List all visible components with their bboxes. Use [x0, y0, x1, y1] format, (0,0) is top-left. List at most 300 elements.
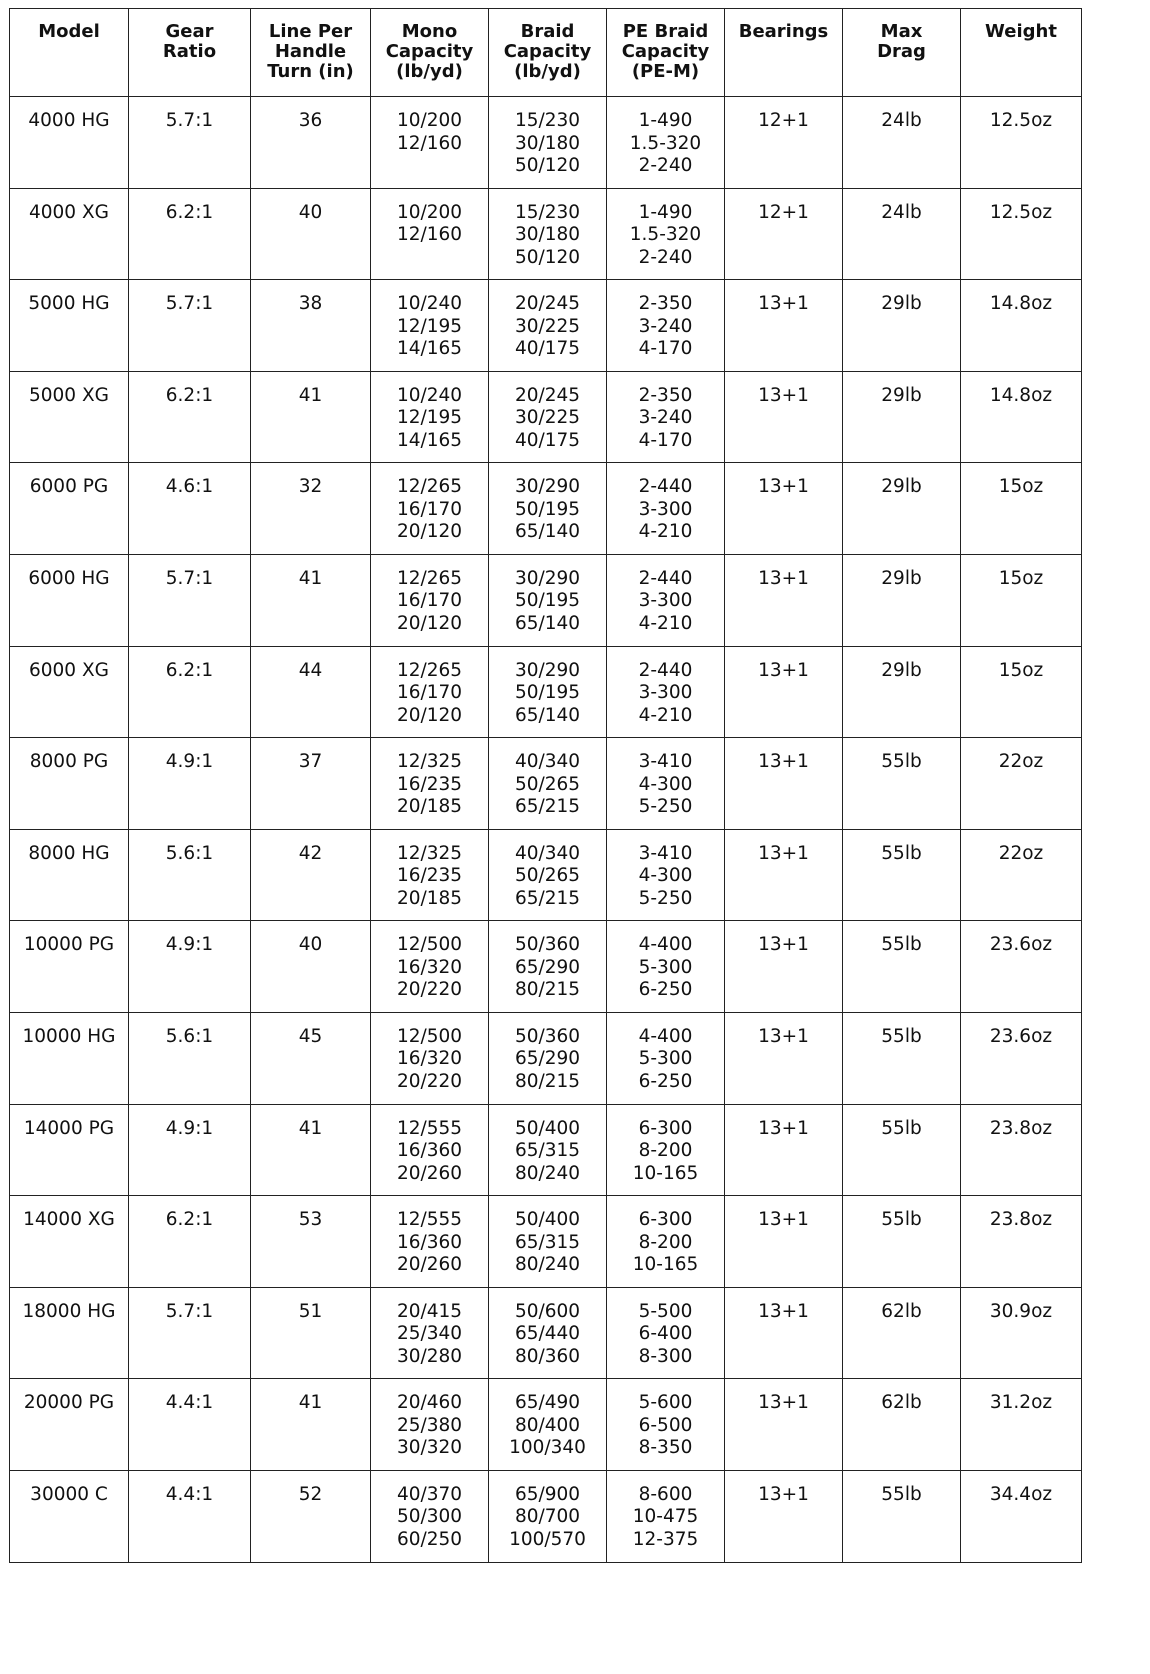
cell-line: 4-210 — [638, 612, 693, 634]
cell-weight: 22oz — [961, 829, 1082, 921]
table-row — [10, 371, 1082, 463]
column-header-line: Bearings — [738, 21, 829, 42]
cell-mono — [371, 738, 489, 830]
cell-line: 38 — [251, 280, 371, 372]
cell-model: 14000 PG — [10, 1104, 129, 1196]
cell-mono — [371, 371, 489, 463]
cell-model: 8000 HG — [10, 829, 129, 921]
cell-line: 3-240 — [638, 407, 693, 429]
cell-line: 4-170 — [638, 429, 693, 451]
cell-line: 65/900 — [514, 1483, 581, 1505]
cell-gear: 5.7:1 — [129, 280, 251, 372]
cell-line: 12/500 — [396, 1025, 463, 1047]
cell-line: 12/555 — [396, 1209, 463, 1231]
cell-line: 20/120 — [396, 704, 463, 726]
cell-model: 6000 PG — [10, 463, 129, 555]
cell-line: 30/225 — [514, 315, 581, 337]
cell-pe — [607, 463, 725, 555]
cell-line: 80/240 — [514, 1254, 581, 1276]
cell-mono — [371, 188, 489, 280]
cell-mono — [371, 646, 489, 738]
table-row — [10, 1287, 1082, 1379]
cell-bearings: 13+1 — [725, 1196, 843, 1288]
cell-line: 50/265 — [514, 865, 581, 887]
cell-mono — [371, 1104, 489, 1196]
cell-line: 42 — [251, 829, 371, 921]
cell-drag: 29lb — [843, 371, 961, 463]
cell-line: 2-440 — [638, 567, 693, 589]
cell-pe — [607, 1196, 725, 1288]
cell-braid — [489, 371, 607, 463]
cell-line: 14/165 — [396, 429, 463, 451]
cell-line: 41 — [251, 1379, 371, 1471]
cell-braid — [489, 1287, 607, 1379]
cell-line: 12/265 — [396, 659, 463, 681]
cell-line: 10/200 — [396, 201, 463, 223]
cell-pe — [607, 1012, 725, 1104]
cell-line: 16/170 — [396, 498, 463, 520]
cell-model: 20000 PG — [10, 1379, 129, 1471]
cell-braid — [489, 1379, 607, 1471]
cell-line: 16/235 — [396, 865, 463, 887]
cell-drag: 29lb — [843, 280, 961, 372]
cell-mono — [371, 97, 489, 189]
cell-line: 20/185 — [396, 796, 463, 818]
cell-weight: 15oz — [961, 463, 1082, 555]
cell-line: 20/220 — [396, 979, 463, 1001]
cell-model: 10000 HG — [10, 1012, 129, 1104]
cell-line: 2-240 — [638, 155, 693, 176]
cell-braid — [489, 738, 607, 830]
cell-line: 20/260 — [396, 1162, 463, 1184]
column-header-model — [10, 9, 129, 97]
cell-line: 4-210 — [638, 521, 693, 543]
cell-line: 10-165 — [632, 1162, 699, 1184]
cell-line: 16/360 — [396, 1231, 463, 1253]
table-row — [10, 921, 1082, 1013]
cell-gear: 4.9:1 — [129, 921, 251, 1013]
cell-line: 10/200 — [396, 110, 463, 131]
cell-line: 32 — [251, 463, 371, 555]
cell-braid — [489, 1470, 607, 1562]
cell-line: 100/340 — [509, 1437, 586, 1459]
cell-braid — [489, 829, 607, 921]
cell-line: 25/340 — [396, 1323, 463, 1345]
cell-line: 51 — [251, 1287, 371, 1379]
cell-line: 3-300 — [638, 498, 693, 520]
cell-mono — [371, 1287, 489, 1379]
cell-model: 18000 HG — [10, 1287, 129, 1379]
cell-line: 80/215 — [514, 979, 581, 1001]
cell-line: 100/570 — [509, 1528, 586, 1550]
cell-mono — [371, 554, 489, 646]
cell-braid — [489, 97, 607, 189]
cell-braid — [489, 1012, 607, 1104]
cell-line: 6-500 — [638, 1414, 693, 1436]
cell-line: 50/400 — [514, 1209, 581, 1231]
column-header-line: PE Braid — [622, 21, 709, 42]
cell-braid — [489, 280, 607, 372]
cell-pe — [607, 1379, 725, 1471]
cell-drag: 62lb — [843, 1379, 961, 1471]
cell-model: 4000 XG — [10, 188, 129, 280]
cell-braid — [489, 1104, 607, 1196]
cell-weight: 12.5oz — [961, 97, 1082, 189]
cell-gear: 6.2:1 — [129, 1196, 251, 1288]
cell-weight: 14.8oz — [961, 280, 1082, 372]
cell-line: 65/215 — [514, 796, 581, 818]
cell-line: 5-500 — [638, 1300, 693, 1322]
cell-gear: 5.6:1 — [129, 1012, 251, 1104]
column-header-line-per-handle-turn — [251, 9, 371, 97]
table-row — [10, 97, 1082, 189]
cell-line: 16/360 — [396, 1140, 463, 1162]
cell-line: 20/185 — [396, 887, 463, 909]
column-header-line: Capacity — [385, 41, 474, 62]
cell-braid — [489, 1196, 607, 1288]
cell-line: 50/195 — [514, 590, 581, 612]
cell-line: 6-250 — [638, 1070, 693, 1092]
cell-line: 14/165 — [396, 338, 463, 360]
cell-mono — [371, 921, 489, 1013]
cell-gear: 6.2:1 — [129, 188, 251, 280]
cell-line: 12/265 — [396, 476, 463, 498]
cell-line: 8-600 — [638, 1483, 693, 1505]
cell-line: 41 — [251, 371, 371, 463]
cell-line: 1.5-320 — [629, 224, 702, 246]
column-header-line: Line Per — [268, 21, 353, 42]
column-header-line: (lb/yd) — [514, 61, 581, 82]
cell-line: 12/325 — [396, 842, 463, 864]
cell-pe — [607, 280, 725, 372]
cell-pe — [607, 1287, 725, 1379]
cell-line: 41 — [251, 1104, 371, 1196]
cell-line: 12/160 — [396, 224, 463, 246]
cell-pe — [607, 371, 725, 463]
cell-line: 1.5-320 — [629, 132, 702, 154]
cell-line: 16/170 — [396, 682, 463, 704]
cell-line: 30/280 — [396, 1345, 463, 1367]
cell-line: 6-400 — [638, 1323, 693, 1345]
cell-line: 12/500 — [396, 934, 463, 956]
cell-line: 40/370 — [396, 1483, 463, 1505]
table-body — [10, 97, 1082, 1563]
column-header-line: Weight — [985, 21, 1057, 42]
cell-bearings: 13+1 — [725, 646, 843, 738]
cell-pe — [607, 738, 725, 830]
column-header-line: Capacity — [503, 41, 592, 62]
cell-bearings: 12+1 — [725, 188, 843, 280]
cell-line: 60/250 — [396, 1528, 463, 1550]
cell-line: 50/360 — [514, 934, 581, 956]
cell-line: 5-250 — [638, 887, 693, 909]
cell-line: 65/490 — [514, 1392, 581, 1414]
cell-drag: 29lb — [843, 554, 961, 646]
cell-bearings: 13+1 — [725, 1287, 843, 1379]
cell-line: 12/195 — [396, 315, 463, 337]
cell-mono — [371, 829, 489, 921]
header-row — [10, 9, 1082, 97]
cell-line: 8-200 — [638, 1231, 693, 1253]
cell-line: 20/220 — [396, 1070, 463, 1092]
table-row — [10, 1379, 1082, 1471]
column-header-max-drag — [843, 9, 961, 97]
table-row — [10, 554, 1082, 646]
column-header-line: Turn (in) — [267, 61, 354, 82]
cell-line: 50/120 — [514, 246, 581, 268]
column-header-line: (PE-M) — [631, 61, 700, 82]
cell-line: 36 — [251, 97, 371, 189]
cell-line: 65/315 — [514, 1231, 581, 1253]
cell-line: 50/265 — [514, 773, 581, 795]
cell-bearings: 12+1 — [725, 97, 843, 189]
cell-line: 45 — [251, 1012, 371, 1104]
cell-line: 30/225 — [514, 407, 581, 429]
cell-bearings: 13+1 — [725, 738, 843, 830]
cell-line: 16/170 — [396, 590, 463, 612]
cell-line: 40 — [251, 188, 371, 280]
cell-line: 40 — [251, 921, 371, 1013]
cell-line: 3-240 — [638, 315, 693, 337]
cell-line: 65/315 — [514, 1140, 581, 1162]
cell-line: 80/215 — [514, 1070, 581, 1092]
column-header-line: Braid — [520, 21, 575, 42]
cell-line: 2-240 — [638, 246, 693, 268]
cell-line: 20/260 — [396, 1254, 463, 1276]
cell-mono — [371, 1470, 489, 1562]
cell-gear: 4.4:1 — [129, 1379, 251, 1471]
cell-line: 3-300 — [638, 590, 693, 612]
table-row — [10, 1104, 1082, 1196]
cell-line: 30/180 — [514, 224, 581, 246]
cell-pe — [607, 97, 725, 189]
cell-line: 5-600 — [638, 1392, 693, 1414]
cell-drag: 55lb — [843, 1104, 961, 1196]
cell-line: 4-300 — [638, 865, 693, 887]
cell-line: 12/325 — [396, 751, 463, 773]
table-row — [10, 646, 1082, 738]
cell-line: 40/340 — [514, 751, 581, 773]
cell-line: 80/240 — [514, 1162, 581, 1184]
cell-line: 16/320 — [396, 1048, 463, 1070]
cell-bearings: 13+1 — [725, 280, 843, 372]
table-row — [10, 1012, 1082, 1104]
column-header-line: Mono — [401, 21, 458, 42]
cell-line: 50/120 — [514, 155, 581, 176]
cell-model: 5000 HG — [10, 280, 129, 372]
cell-mono — [371, 1012, 489, 1104]
cell-line: 16/235 — [396, 773, 463, 795]
cell-drag: 55lb — [843, 1012, 961, 1104]
cell-pe — [607, 188, 725, 280]
cell-line: 6-300 — [638, 1209, 693, 1231]
cell-line: 4-300 — [638, 773, 693, 795]
cell-line: 4-210 — [638, 704, 693, 726]
cell-line: 10-475 — [632, 1506, 699, 1528]
column-header-gear-ratio — [129, 9, 251, 97]
cell-line: 20/245 — [514, 293, 581, 315]
cell-weight: 23.8oz — [961, 1104, 1082, 1196]
table-row — [10, 463, 1082, 555]
cell-gear: 4.6:1 — [129, 463, 251, 555]
cell-model: 6000 XG — [10, 646, 129, 738]
cell-line: 20/415 — [396, 1300, 463, 1322]
cell-line: 50/195 — [514, 498, 581, 520]
cell-line: 2-350 — [638, 384, 693, 406]
cell-line: 12/195 — [396, 407, 463, 429]
cell-drag: 55lb — [843, 829, 961, 921]
cell-weight: 15oz — [961, 554, 1082, 646]
table-row — [10, 738, 1082, 830]
cell-mono — [371, 463, 489, 555]
cell-model: 30000 C — [10, 1470, 129, 1562]
cell-line: 16/320 — [396, 956, 463, 978]
cell-line: 65/440 — [514, 1323, 581, 1345]
cell-line: 10/240 — [396, 293, 463, 315]
cell-line: 50/400 — [514, 1117, 581, 1139]
cell-model: 5000 XG — [10, 371, 129, 463]
cell-pe — [607, 1470, 725, 1562]
column-header-line: Handle — [274, 41, 347, 62]
cell-model: 4000 HG — [10, 97, 129, 189]
column-header-line: (lb/yd) — [396, 61, 463, 82]
cell-line: 40/175 — [514, 338, 581, 360]
cell-gear: 4.9:1 — [129, 1104, 251, 1196]
cell-gear: 4.9:1 — [129, 738, 251, 830]
column-header-weight — [961, 9, 1082, 97]
cell-line: 20/120 — [396, 612, 463, 634]
column-header-line: Gear — [165, 21, 214, 42]
cell-line: 65/215 — [514, 887, 581, 909]
cell-line: 1-490 — [638, 201, 693, 223]
column-header-braid-capacity — [489, 9, 607, 97]
cell-line: 40/340 — [514, 842, 581, 864]
cell-line: 65/290 — [514, 956, 581, 978]
cell-line: 12/265 — [396, 567, 463, 589]
cell-line: 65/140 — [514, 704, 581, 726]
column-header-line: Ratio — [162, 41, 217, 62]
cell-line: 50/195 — [514, 682, 581, 704]
cell-line: 2-440 — [638, 476, 693, 498]
cell-braid — [489, 463, 607, 555]
cell-gear: 6.2:1 — [129, 371, 251, 463]
cell-bearings: 13+1 — [725, 829, 843, 921]
cell-line: 30/290 — [514, 659, 581, 681]
cell-line: 10-165 — [632, 1254, 699, 1276]
cell-gear: 5.7:1 — [129, 554, 251, 646]
cell-pe — [607, 554, 725, 646]
cell-bearings: 13+1 — [725, 1379, 843, 1471]
cell-drag: 55lb — [843, 921, 961, 1013]
cell-line: 65/290 — [514, 1048, 581, 1070]
column-header-line: Model — [38, 21, 100, 42]
cell-line: 20/245 — [514, 384, 581, 406]
cell-drag: 24lb — [843, 188, 961, 280]
cell-line: 30/290 — [514, 567, 581, 589]
cell-line: 65/140 — [514, 612, 581, 634]
column-header-mono-capacity — [371, 9, 489, 97]
table-row — [10, 829, 1082, 921]
cell-drag: 29lb — [843, 463, 961, 555]
cell-bearings: 13+1 — [725, 921, 843, 1013]
cell-line: 8-300 — [638, 1345, 693, 1367]
cell-mono — [371, 1379, 489, 1471]
cell-line: 6-300 — [638, 1117, 693, 1139]
cell-gear: 5.7:1 — [129, 1287, 251, 1379]
cell-drag: 29lb — [843, 646, 961, 738]
cell-braid — [489, 646, 607, 738]
cell-pe — [607, 1104, 725, 1196]
cell-line: 3-300 — [638, 682, 693, 704]
cell-line: 4-400 — [638, 934, 693, 956]
cell-line: 12-375 — [632, 1528, 699, 1550]
cell-line: 20/120 — [396, 521, 463, 543]
cell-line: 20/460 — [396, 1392, 463, 1414]
cell-gear: 5.6:1 — [129, 829, 251, 921]
cell-model: 8000 PG — [10, 738, 129, 830]
cell-bearings: 13+1 — [725, 463, 843, 555]
cell-line: 12/555 — [396, 1117, 463, 1139]
cell-weight: 22oz — [961, 738, 1082, 830]
cell-drag: 55lb — [843, 1470, 961, 1562]
cell-weight: 30.9oz — [961, 1287, 1082, 1379]
cell-weight: 12.5oz — [961, 188, 1082, 280]
column-header-line: Max — [880, 21, 923, 42]
cell-line: 30/320 — [396, 1437, 463, 1459]
cell-line: 1-490 — [638, 110, 693, 131]
cell-model: 6000 HG — [10, 554, 129, 646]
cell-line: 15/230 — [514, 201, 581, 223]
cell-line: 5-300 — [638, 956, 693, 978]
cell-bearings: 13+1 — [725, 1470, 843, 1562]
cell-line: 10/240 — [396, 384, 463, 406]
table-row — [10, 1196, 1082, 1288]
column-header-line: Capacity — [621, 41, 710, 62]
cell-line: 4-400 — [638, 1025, 693, 1047]
cell-model: 14000 XG — [10, 1196, 129, 1288]
cell-line: 80/700 — [514, 1506, 581, 1528]
cell-bearings: 13+1 — [725, 371, 843, 463]
cell-weight: 23.6oz — [961, 921, 1082, 1013]
cell-pe — [607, 646, 725, 738]
cell-mono — [371, 280, 489, 372]
table-row — [10, 188, 1082, 280]
cell-bearings: 13+1 — [725, 1012, 843, 1104]
cell-line: 8-200 — [638, 1140, 693, 1162]
cell-gear: 5.7:1 — [129, 97, 251, 189]
cell-line: 2-440 — [638, 659, 693, 681]
cell-line: 12/160 — [396, 132, 463, 154]
column-header-line: Drag — [877, 41, 926, 62]
cell-line: 52 — [251, 1470, 371, 1562]
cell-model: 10000 PG — [10, 921, 129, 1013]
cell-mono — [371, 1196, 489, 1288]
cell-line: 30/180 — [514, 132, 581, 154]
cell-pe — [607, 829, 725, 921]
column-header-pe-braid-capacity — [607, 9, 725, 97]
cell-weight: 23.6oz — [961, 1012, 1082, 1104]
cell-line: 41 — [251, 554, 371, 646]
cell-bearings: 13+1 — [725, 554, 843, 646]
cell-line: 5-300 — [638, 1048, 693, 1070]
table-row — [10, 280, 1082, 372]
cell-line: 40/175 — [514, 429, 581, 451]
cell-braid — [489, 921, 607, 1013]
cell-braid — [489, 188, 607, 280]
cell-line: 4-170 — [638, 338, 693, 360]
spec-table — [9, 8, 1082, 1563]
cell-weight: 23.8oz — [961, 1196, 1082, 1288]
